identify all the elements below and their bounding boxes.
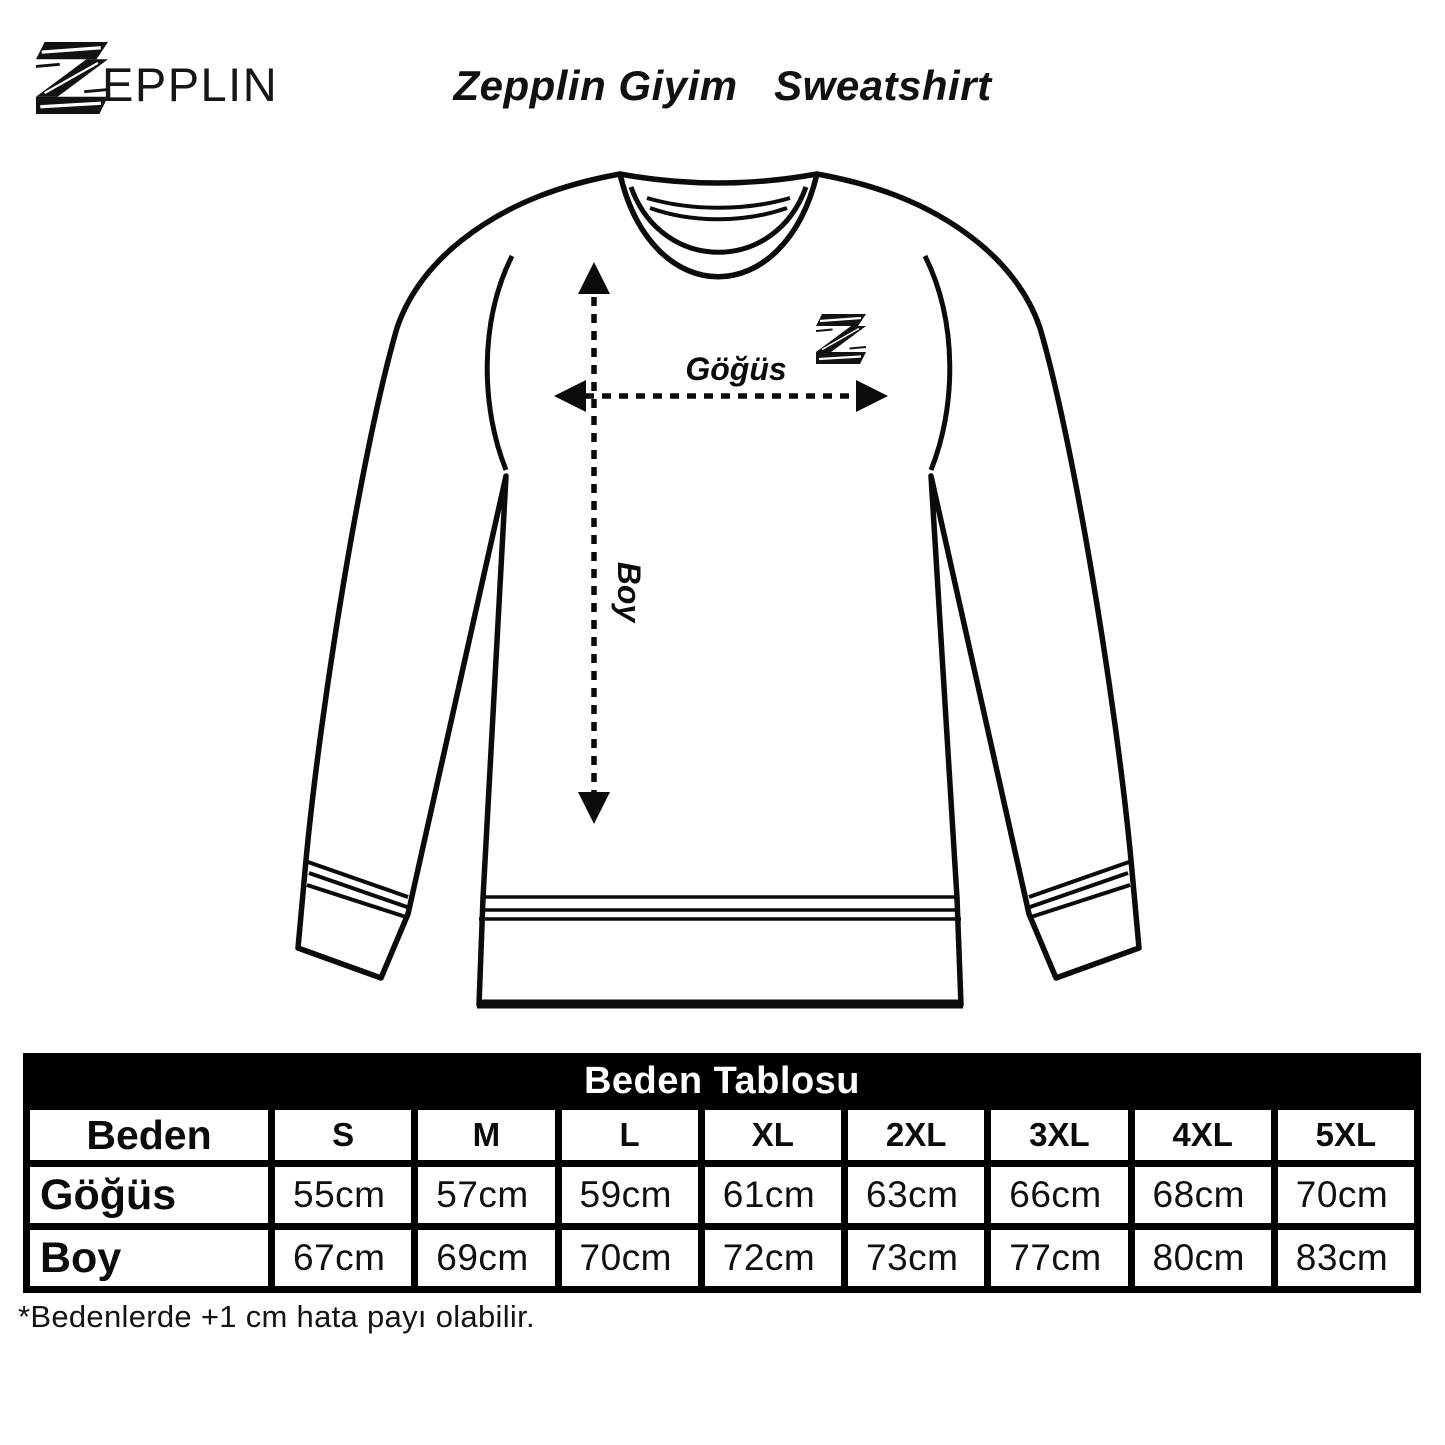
length-value: 83cm	[1278, 1230, 1414, 1286]
size-table-corner-header: Beden	[30, 1110, 268, 1160]
length-value: 77cm	[991, 1230, 1127, 1286]
sweatshirt-outline	[298, 174, 1139, 1005]
page-title-product: Sweatshirt	[774, 62, 992, 109]
brand-logo-text: EPPLIN	[102, 58, 279, 111]
chest-value: 70cm	[1278, 1167, 1414, 1223]
page-title-brand: Zepplin Giyim	[453, 62, 738, 109]
size-col-header: S	[275, 1110, 411, 1160]
chest-value: 61cm	[705, 1167, 841, 1223]
length-value: 80cm	[1135, 1230, 1271, 1286]
length-value: 67cm	[275, 1230, 411, 1286]
chest-value: 55cm	[275, 1167, 411, 1223]
row-label-chest: Göğüs	[30, 1167, 268, 1223]
size-table-title: Beden Tablosu	[583, 1060, 861, 1102]
chest-label: Göğüs	[685, 351, 787, 387]
length-value: 69cm	[418, 1230, 554, 1286]
length-value: 73cm	[848, 1230, 984, 1286]
chest-value: 59cm	[562, 1167, 698, 1223]
size-col-header: 2XL	[848, 1110, 984, 1160]
size-col-header: XL	[705, 1110, 841, 1160]
size-tolerance-note: *Bedenlerde +1 cm hata payı olabilir.	[18, 1299, 535, 1334]
size-col-header: 5XL	[1278, 1110, 1414, 1160]
size-table	[23, 1053, 1421, 1293]
size-col-header: 3XL	[991, 1110, 1127, 1160]
chest-value: 68cm	[1135, 1167, 1271, 1223]
chest-value: 63cm	[848, 1167, 984, 1223]
row-label-length: Boy	[30, 1230, 268, 1286]
size-table-grid	[30, 1110, 1414, 1286]
length-label: Boy	[611, 561, 647, 623]
size-col-header: 4XL	[1135, 1110, 1271, 1160]
chest-value: 66cm	[991, 1167, 1127, 1223]
length-value: 70cm	[562, 1230, 698, 1286]
size-col-header: L	[562, 1110, 698, 1160]
size-col-header: M	[418, 1110, 554, 1160]
length-value: 72cm	[705, 1230, 841, 1286]
chest-value: 57cm	[418, 1167, 554, 1223]
